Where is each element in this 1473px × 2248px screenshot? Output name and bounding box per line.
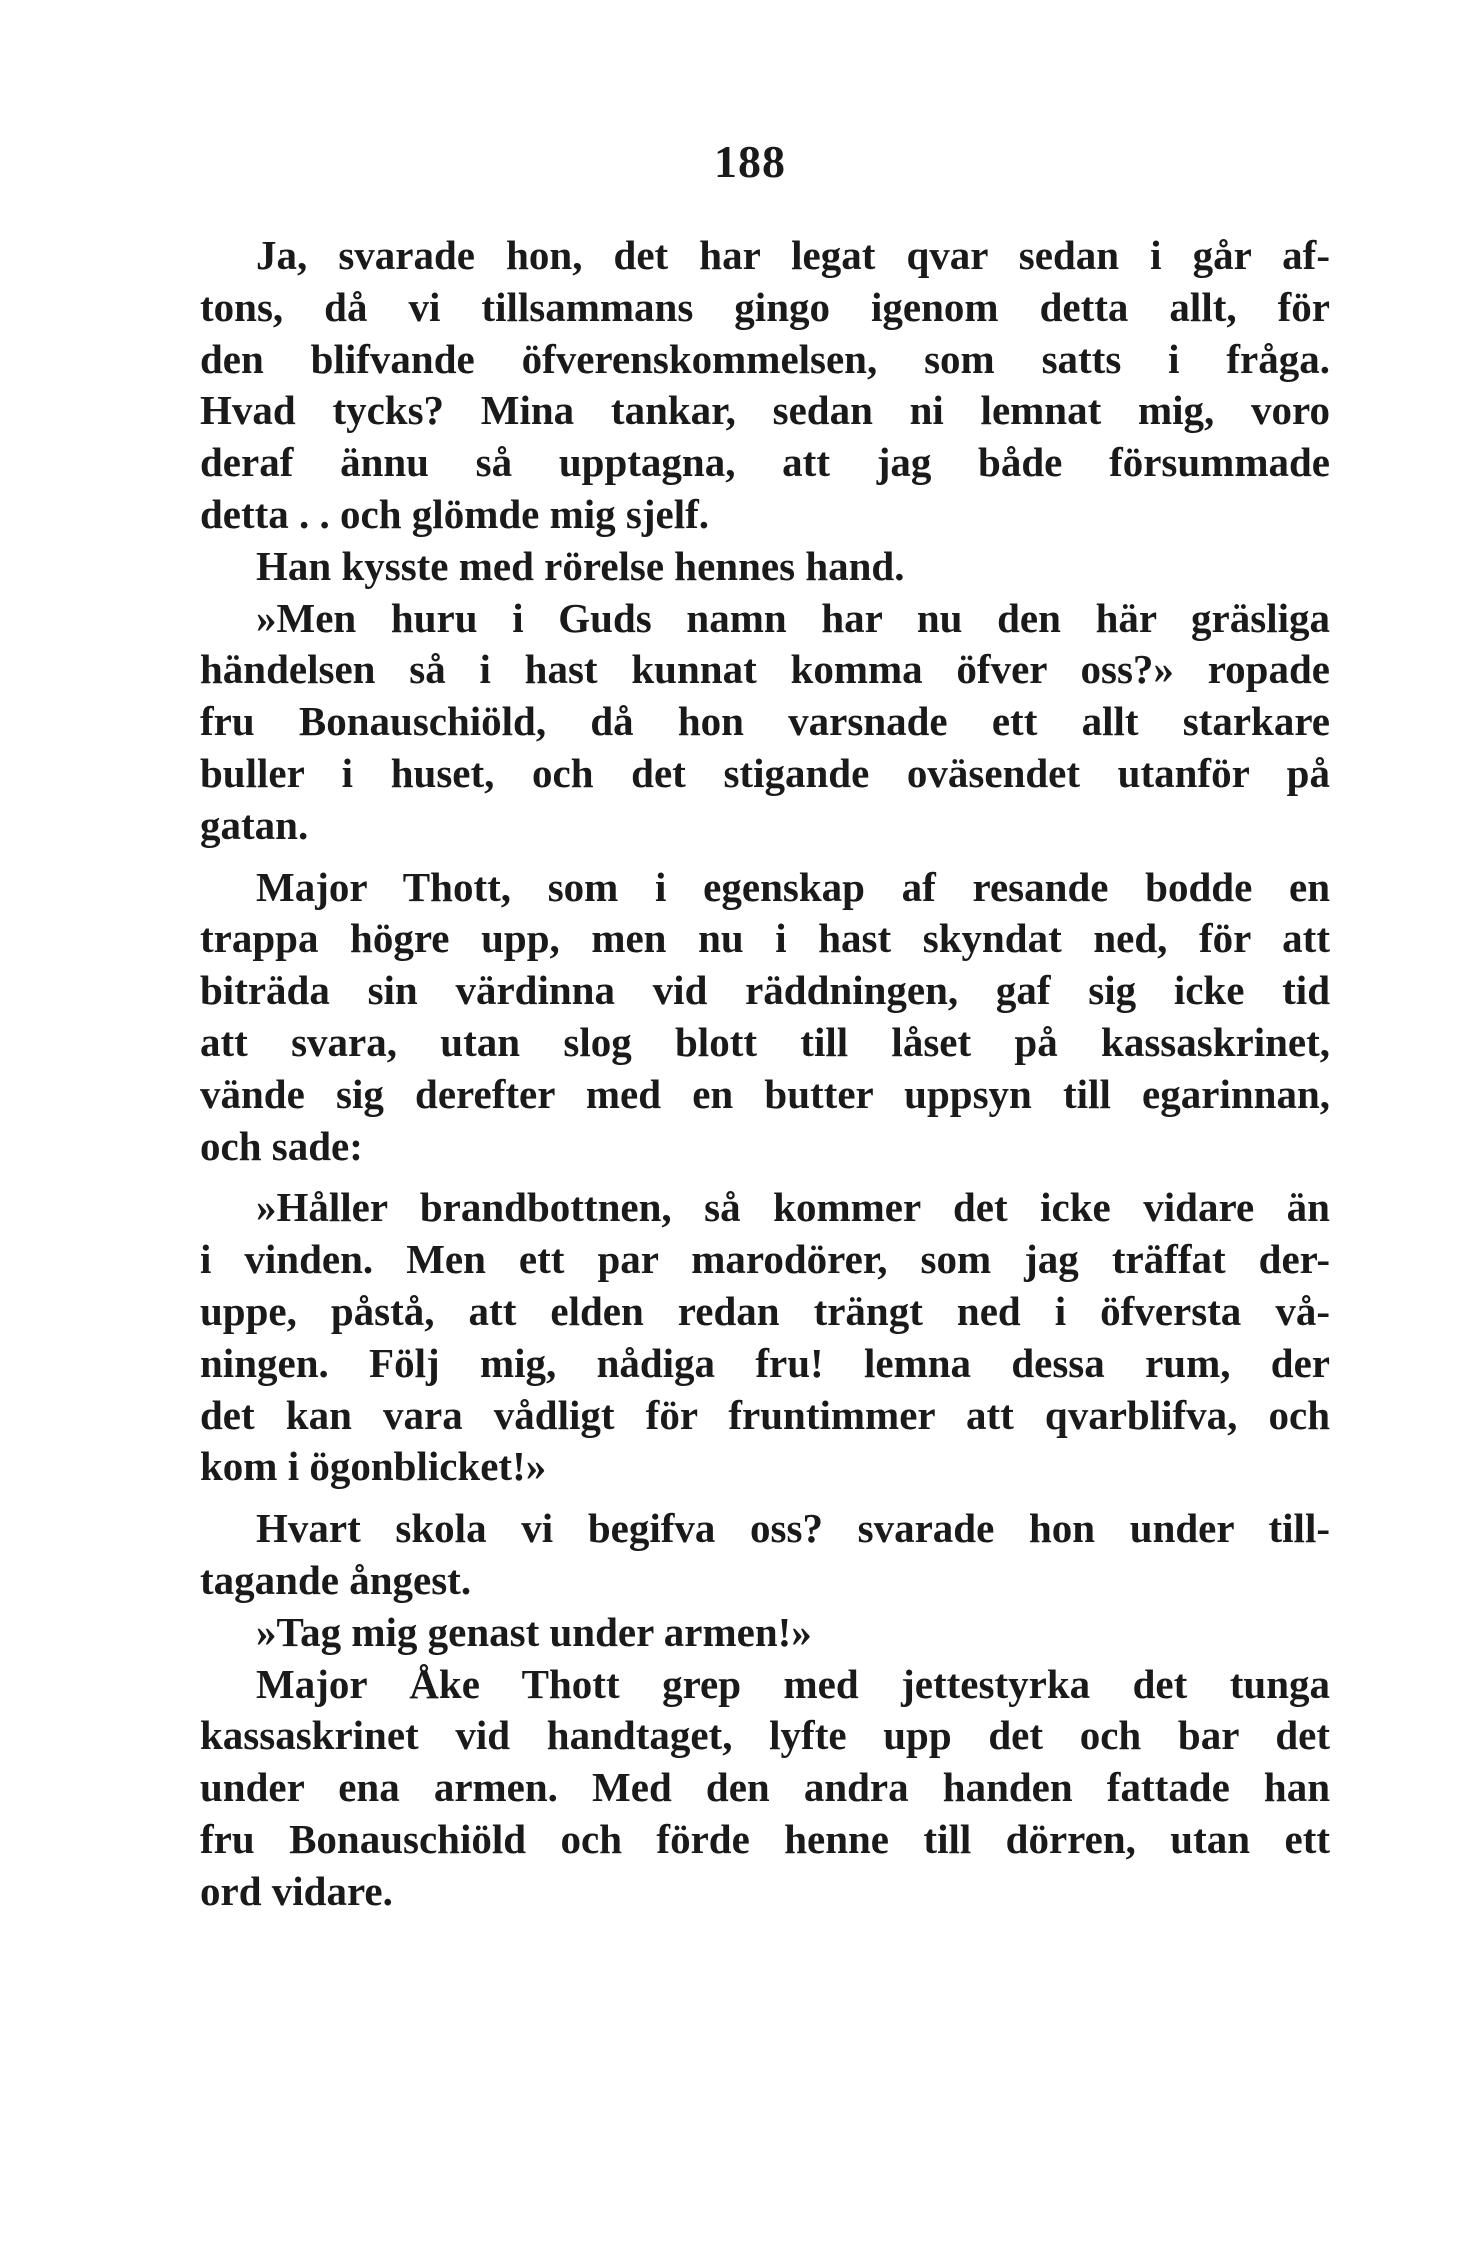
text-line: ord vidare. bbox=[200, 1867, 393, 1914]
text-line: trappa högre upp, men nu i hast skyndat ned, för att bbox=[200, 915, 1330, 962]
text-line: buller i huset, och det stigande oväsendet utanför på bbox=[200, 749, 1330, 796]
text-line: och sade: bbox=[200, 1122, 363, 1169]
text-line: tons, då vi tillsammans gingo igenom detta allt, för bbox=[200, 283, 1330, 330]
text-line: »Tag mig genast under armen!» bbox=[256, 1608, 812, 1655]
text-line: »Men huru i Guds namn har nu den här gräsliga bbox=[256, 594, 1330, 641]
paragraph-gap bbox=[200, 852, 1330, 862]
text-line: Ja, svarade hon, det har legat qvar sedan i går af- bbox=[256, 232, 1330, 278]
text-line: Hvart skola vi begifva oss? svarade hon under till- bbox=[256, 1505, 1330, 1552]
text-line: under ena armen. Med den andra handen fattade han bbox=[200, 1764, 1330, 1811]
body-text bbox=[200, 230, 1330, 1918]
text-line: kom i ögonblicket!» bbox=[200, 1443, 547, 1490]
text-line: fru Bonauschiöld, då hon varsnade ett allt starkare bbox=[200, 698, 1330, 745]
text-line: Han kysste med rörelse hennes hand. bbox=[256, 542, 905, 589]
text-line: att svara, utan slog blott till låset på kassaskrinet, bbox=[200, 1018, 1330, 1065]
text-line: Major Åke Thott grep med jettestyrka det tunga bbox=[256, 1660, 1330, 1707]
text-line: den blifvande öfverenskommelsen, som satts i fråga. bbox=[200, 335, 1330, 382]
paragraph-gap bbox=[200, 1172, 1330, 1182]
text-line: Major Thott, som i egenskap af resande bodde en bbox=[256, 863, 1330, 910]
text-line: kassaskrinet vid handtaget, lyfte upp det och bar det bbox=[200, 1712, 1330, 1759]
text-line: ningen. Följ mig, nådiga fru! lemna dessa rum, der bbox=[200, 1339, 1330, 1386]
text-line: deraf ännu så upptagna, att jag både försummade bbox=[200, 439, 1330, 486]
paragraph-gap bbox=[200, 1493, 1330, 1503]
text-line: Hvad tycks? Mina tankar, sedan ni lemnat mig, voro bbox=[200, 387, 1330, 434]
text-line: gatan. bbox=[200, 801, 309, 848]
text-line: uppe, påstå, att elden redan trängt ned i öfversta vå- bbox=[200, 1287, 1330, 1334]
page-number: 188 bbox=[714, 136, 786, 187]
text-line: tagande ångest. bbox=[200, 1556, 472, 1603]
text-line: vände sig derefter med en butter uppsyn till egarinnan, bbox=[200, 1070, 1330, 1117]
text-line: det kan vara vådligt för fruntimmer att qvarblifva, och bbox=[200, 1391, 1330, 1438]
text-line: biträda sin värdinna vid räddningen, gaf sig icke tid bbox=[200, 967, 1330, 1014]
text-line: fru Bonauschiöld och förde henne till dörren, utan ett bbox=[200, 1815, 1330, 1862]
text-line: i vinden. Men ett par marodörer, som jag träffat der- bbox=[200, 1236, 1330, 1283]
text-line: händelsen så i hast kunnat komma öfver oss?» ropade bbox=[200, 646, 1330, 693]
text-line: detta . . och glömde mig sjelf. bbox=[200, 490, 709, 537]
text-line: »Håller brandbottnen, så kommer det icke vidare än bbox=[256, 1184, 1330, 1231]
